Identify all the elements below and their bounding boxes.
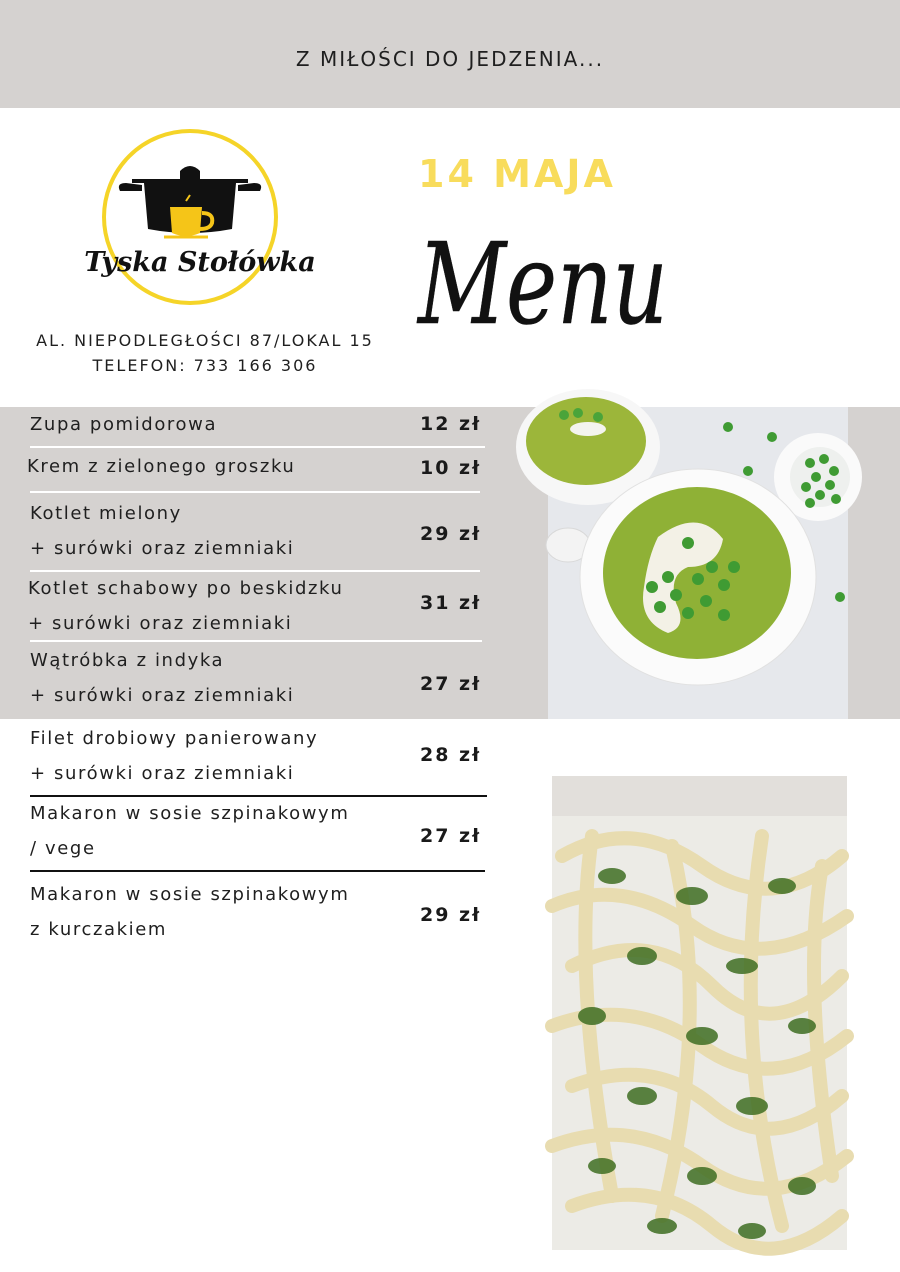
divider (30, 795, 487, 797)
menu-date: 14 MAJA (418, 152, 616, 196)
side-band (848, 407, 900, 719)
item-name: Kotlet mielony (30, 503, 182, 524)
item-name: Zupa pomidorowa (30, 414, 218, 435)
item-price: 28 zł (420, 744, 482, 766)
divider (30, 570, 480, 572)
item-price: 29 zł (420, 523, 482, 545)
logo-name: Tyska Stołówka (84, 247, 316, 278)
item-sub: + surówki oraz ziemniaki (28, 613, 293, 634)
divider (30, 446, 485, 448)
item-sub: + surówki oraz ziemniaki (30, 538, 295, 559)
pea-soup-photo (548, 407, 848, 719)
item-name: Makaron w sosie szpinakowym (30, 884, 350, 905)
header-band (0, 0, 900, 108)
item-price: 10 zł (420, 457, 482, 479)
item-name: Filet drobiowy panierowany (30, 728, 319, 749)
item-name: Wątróbka z indyka (30, 650, 225, 671)
item-sub: + surówki oraz ziemniaki (30, 685, 295, 706)
tagline: Z MIŁOŚCI DO JEDZENIA... (295, 47, 605, 71)
logo (86, 125, 318, 313)
menu-title (412, 205, 682, 385)
item-sub: / vege (30, 838, 96, 859)
spinach-pasta-photo (552, 776, 847, 1250)
item-name: Krem z zielonego groszku (27, 456, 296, 477)
menu-title-text: Menu (416, 220, 668, 350)
phone: TELEFON: 733 166 306 (92, 356, 318, 375)
divider (30, 491, 480, 493)
item-price: 27 zł (420, 825, 482, 847)
divider (30, 640, 482, 642)
divider (30, 870, 485, 872)
address: AL. NIEPODLEGŁOŚCI 87/LOKAL 15 (36, 331, 374, 350)
item-price: 31 zł (420, 592, 482, 614)
item-name: Kotlet schabowy po beskidzku (28, 578, 344, 599)
item-sub: z kurczakiem (30, 919, 168, 940)
item-sub: + surówki oraz ziemniaki (30, 763, 295, 784)
item-price: 12 zł (420, 413, 482, 435)
item-price: 27 zł (420, 673, 482, 695)
item-name: Makaron w sosie szpinakowym (30, 803, 350, 824)
item-price: 29 zł (420, 904, 482, 926)
pot-and-cup-icon (119, 166, 261, 237)
